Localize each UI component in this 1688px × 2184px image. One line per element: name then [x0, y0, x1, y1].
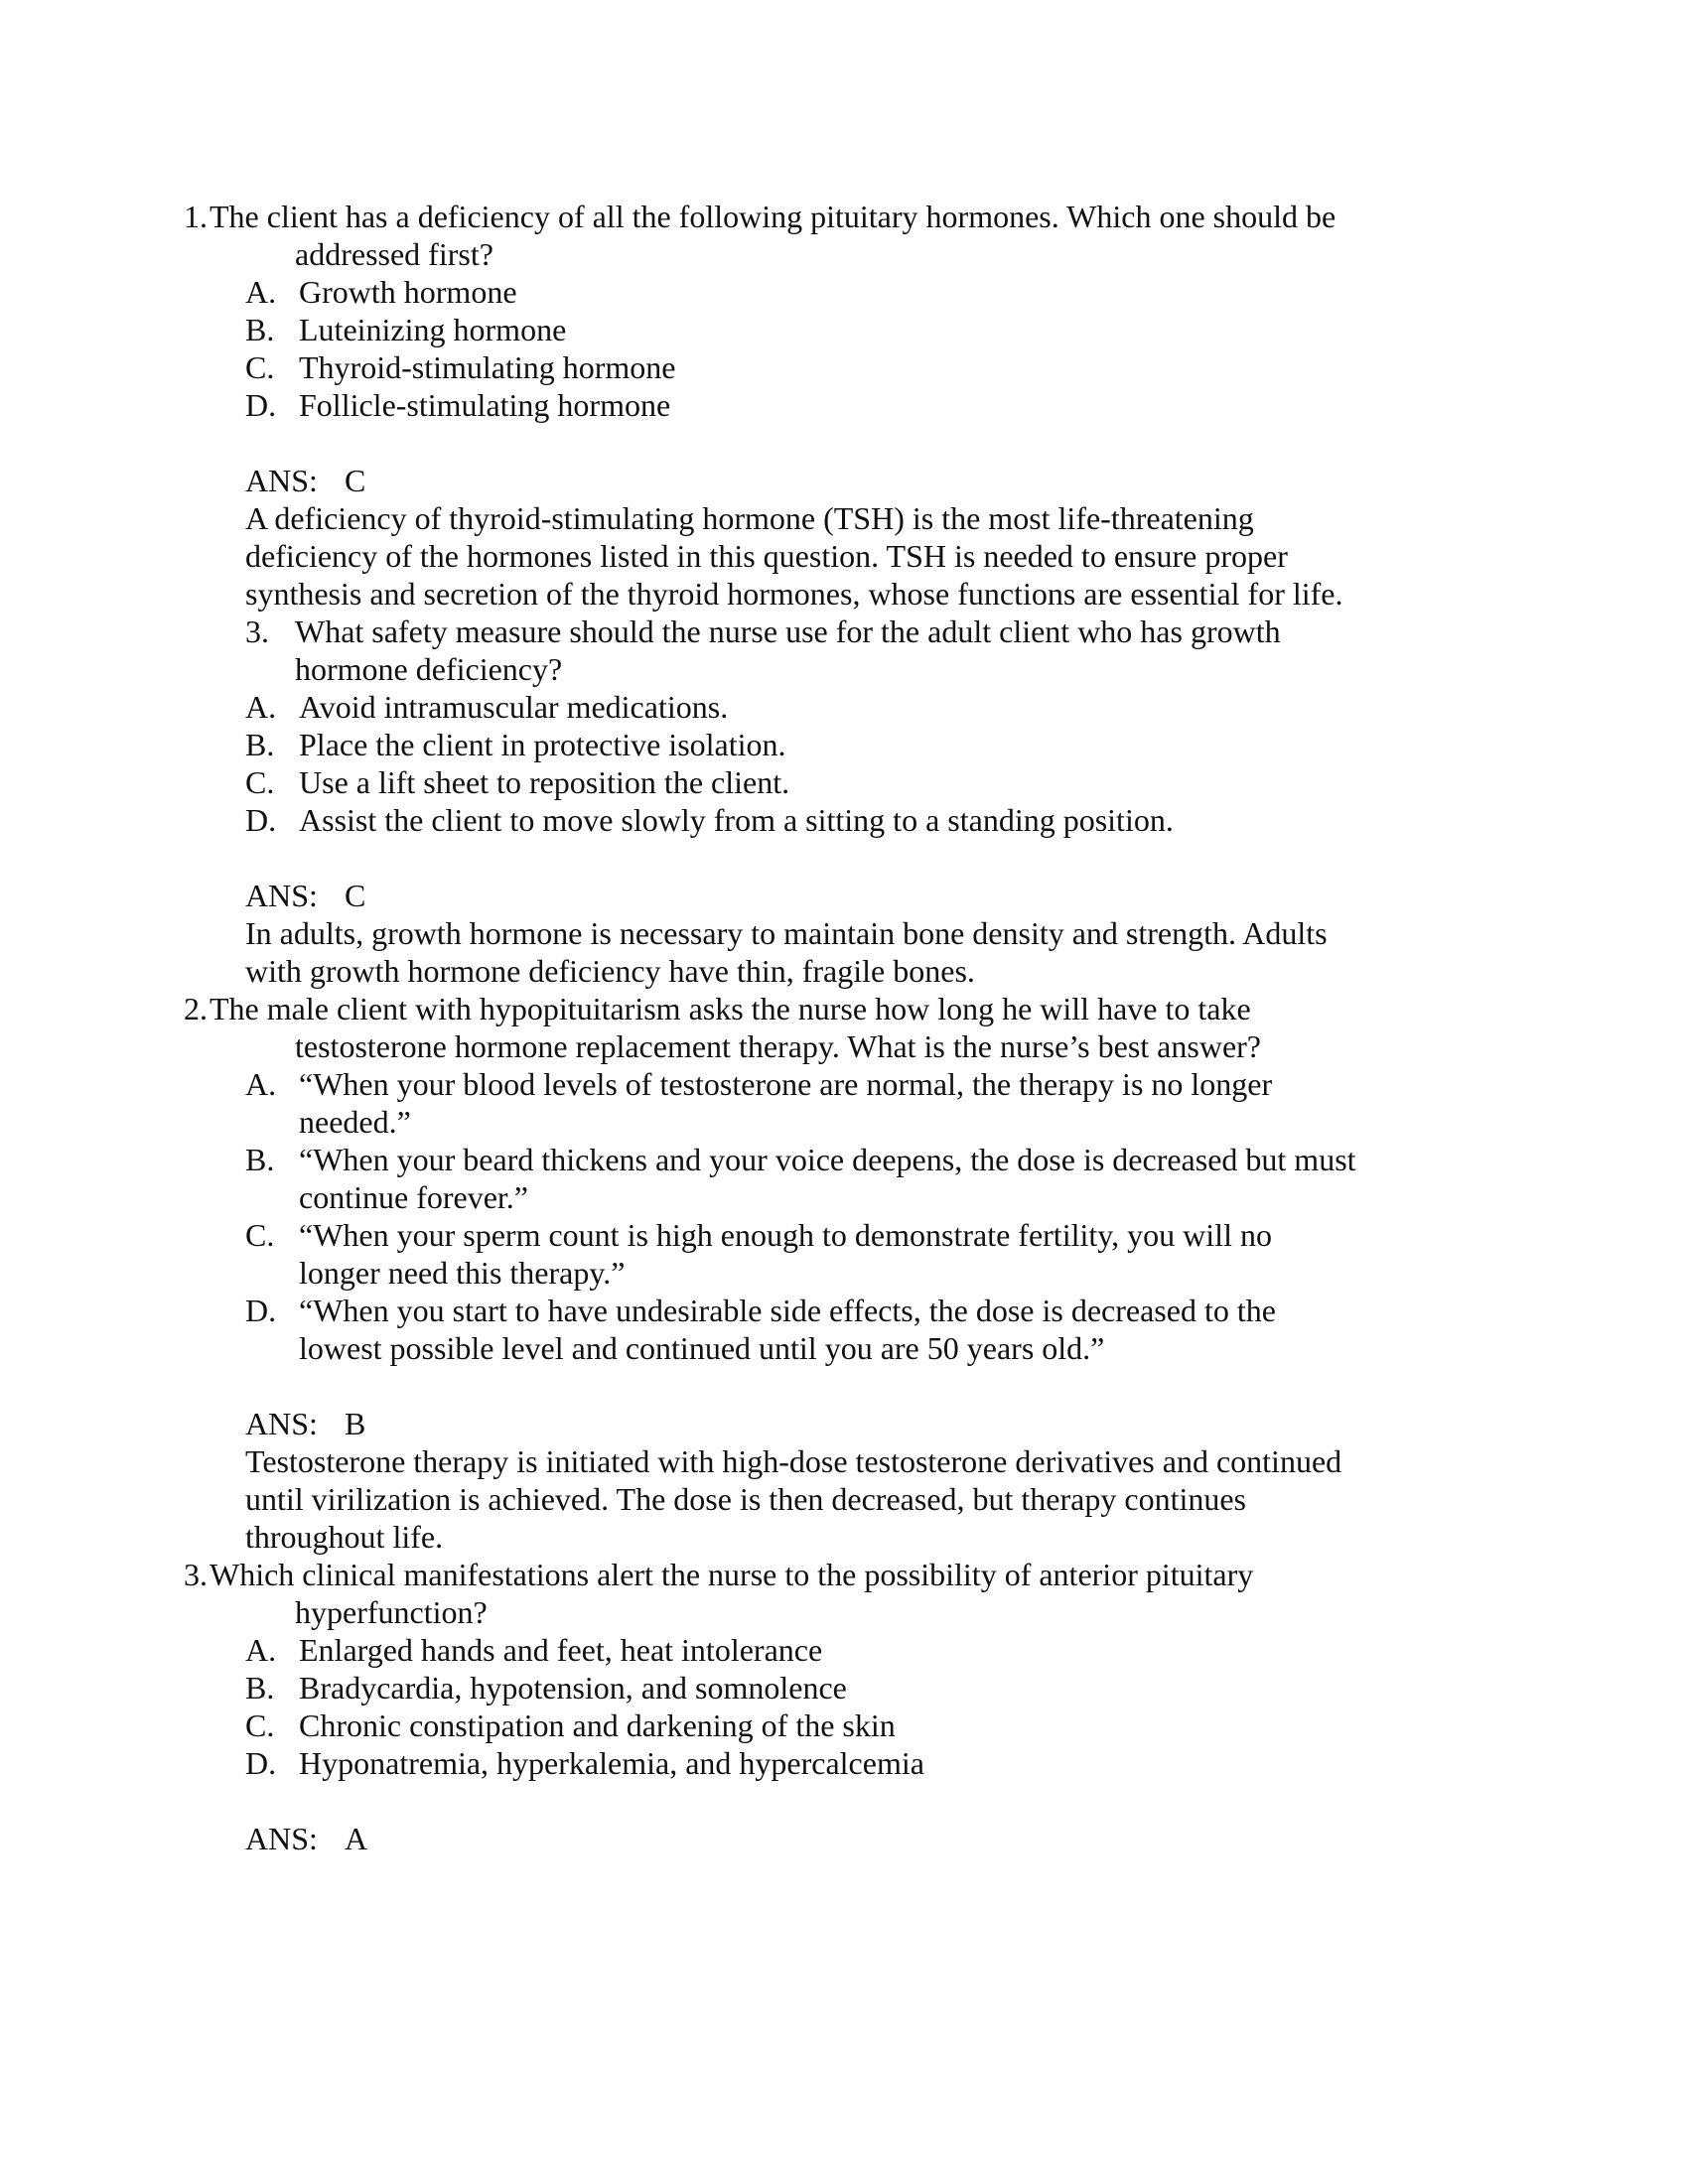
answer-option [0, 1141, 1688, 1178]
answer-key [0, 462, 1688, 499]
option-text: needed.” [299, 1104, 411, 1140]
option-text: “When you start to have undesirable side effects, the dose is decreased to the [299, 1293, 1276, 1328]
option-letter: B. [245, 1670, 275, 1706]
option-letter: D. [245, 1293, 277, 1328]
option-text: Assist the client to move slowly from a sitting to a standing position. [299, 802, 1174, 838]
answer-label: ANS: [245, 463, 318, 498]
option-letter: A. [245, 689, 277, 725]
option-text: Enlarged hands and feet, heat intolerance [299, 1632, 823, 1668]
option-text: Hyponatremia, hyperkalemia, and hypercalcemia [299, 1745, 924, 1781]
option-text: “When your blood levels of testosterone are normal, the therapy is no longer [299, 1066, 1273, 1102]
question-stem: testosterone hormone replacement therapy. What is the nurse’s best answer? [295, 1028, 1261, 1064]
option-letter: A. [245, 274, 277, 310]
answer-option [0, 726, 1688, 763]
question-stem: hyperfunction? [295, 1594, 488, 1630]
answer-value: C [345, 463, 366, 498]
option-letter: C. [245, 764, 275, 800]
option-letter: B. [245, 727, 275, 762]
option-text: Growth hormone [299, 274, 517, 310]
question-number: 2. [184, 991, 208, 1026]
rationale-text: A deficiency of thyroid-stimulating hormone (TSH) is the most life-threatening [245, 500, 1254, 536]
question-number: 1. [184, 199, 208, 234]
answer-option [0, 1744, 1688, 1782]
answer-value: B [345, 1406, 366, 1441]
option-text: Thyroid-stimulating hormone [299, 349, 676, 385]
option-text: “When your beard thickens and your voice deepens, the dose is decreased but must [299, 1142, 1356, 1177]
option-text: Use a lift sheet to reposition the client. [299, 764, 790, 800]
answer-label: ANS: [245, 1406, 318, 1441]
answer-option [0, 1103, 1688, 1141]
answer-key [0, 877, 1688, 914]
rationale-text: Testosterone therapy is initiated with high-dose testosterone derivatives and continued [245, 1443, 1342, 1479]
question-stem-line [0, 1556, 1688, 1593]
option-letter: A. [245, 1632, 277, 1668]
answer-option [0, 1254, 1688, 1292]
answer-label: ANS: [245, 1821, 318, 1856]
option-text: “When your sperm count is high enough to demonstrate fertility, you will no [299, 1217, 1272, 1253]
answer-option [0, 763, 1688, 801]
rationale-line [0, 914, 1688, 952]
question-stem: addressed first? [295, 236, 493, 272]
option-letter: B. [245, 1142, 275, 1177]
question-stem-line [0, 198, 1688, 235]
option-letter: A. [245, 1066, 277, 1102]
question-stem-line [0, 1027, 1688, 1065]
rationale-line [0, 499, 1688, 537]
rationale-text: throughout life. [245, 1519, 444, 1555]
answer-option [0, 1216, 1688, 1254]
question-number: 3. [245, 614, 269, 649]
question-stem: hormone deficiency? [295, 651, 563, 687]
question-stem-line [0, 613, 1688, 650]
answer-option [0, 311, 1688, 348]
question-stem: The client has a deficiency of all the following pituitary hormones. Which one should be [210, 199, 1336, 234]
option-letter: D. [245, 802, 277, 838]
answer-option [0, 1631, 1688, 1669]
answer-option [0, 273, 1688, 311]
question-stem: Which clinical manifestations alert the nurse to the possibility of anterior pituitary [210, 1557, 1254, 1592]
answer-option [0, 1178, 1688, 1216]
question-stem-line [0, 235, 1688, 273]
answer-option [0, 1292, 1688, 1329]
answer-option [0, 348, 1688, 386]
rationale-line [0, 1480, 1688, 1518]
option-text: continue forever.” [299, 1179, 528, 1215]
question-stem-line [0, 650, 1688, 688]
rationale-line [0, 952, 1688, 990]
answer-option [0, 688, 1688, 726]
option-letter: B. [245, 312, 275, 347]
option-text: lowest possible level and continued until you are 50 years old.” [299, 1330, 1105, 1366]
question-stem: What safety measure should the nurse use for the adult client who has growth [295, 614, 1281, 649]
question-stem: The male client with hypopituitarism asks the nurse how long he will have to take [210, 991, 1251, 1026]
rationale-text: until virilization is achieved. The dose is then decreased, but therapy continues [245, 1481, 1246, 1517]
option-letter: C. [245, 1217, 275, 1253]
spacer [0, 1782, 1688, 1820]
answer-option [0, 1329, 1688, 1367]
answer-key [0, 1820, 1688, 1857]
rationale-text: with growth hormone deficiency have thin, fragile bones. [245, 953, 975, 989]
option-text: Follicle-stimulating hormone [299, 387, 671, 423]
answer-value: C [345, 878, 366, 913]
answer-option [0, 1669, 1688, 1706]
rationale-text: In adults, growth hormone is necessary to maintain bone density and strength. Adults [245, 915, 1328, 951]
answer-value: A [345, 1821, 368, 1856]
answer-option [0, 386, 1688, 424]
option-text: longer need this therapy.” [299, 1255, 626, 1291]
rationale-text: deficiency of the hormones listed in this question. TSH is needed to ensure proper [245, 538, 1288, 574]
rationale-line [0, 575, 1688, 613]
spacer [0, 1367, 1688, 1405]
answer-option [0, 1706, 1688, 1744]
rationale-line [0, 1442, 1688, 1480]
option-letter: D. [245, 387, 277, 423]
question-stem-line [0, 990, 1688, 1027]
rationale-line [0, 537, 1688, 575]
option-letter: D. [245, 1745, 277, 1781]
option-text: Avoid intramuscular medications. [299, 689, 729, 725]
answer-key [0, 1405, 1688, 1442]
rationale-line [0, 1518, 1688, 1556]
rationale-text: synthesis and secretion of the thyroid hormones, whose functions are essential for life. [245, 576, 1343, 612]
spacer [0, 839, 1688, 877]
option-letter: C. [245, 349, 275, 385]
option-text: Bradycardia, hypotension, and somnolence [299, 1670, 847, 1706]
option-letter: C. [245, 1707, 275, 1743]
answer-option [0, 1065, 1688, 1103]
answer-option [0, 801, 1688, 839]
option-text: Chronic constipation and darkening of the skin [299, 1707, 896, 1743]
question-stem-line [0, 1593, 1688, 1631]
document-page [0, 198, 1688, 1857]
answer-label: ANS: [245, 878, 318, 913]
spacer [0, 424, 1688, 462]
question-number: 3. [184, 1557, 208, 1592]
option-text: Luteinizing hormone [299, 312, 567, 347]
option-text: Place the client in protective isolation. [299, 727, 786, 762]
